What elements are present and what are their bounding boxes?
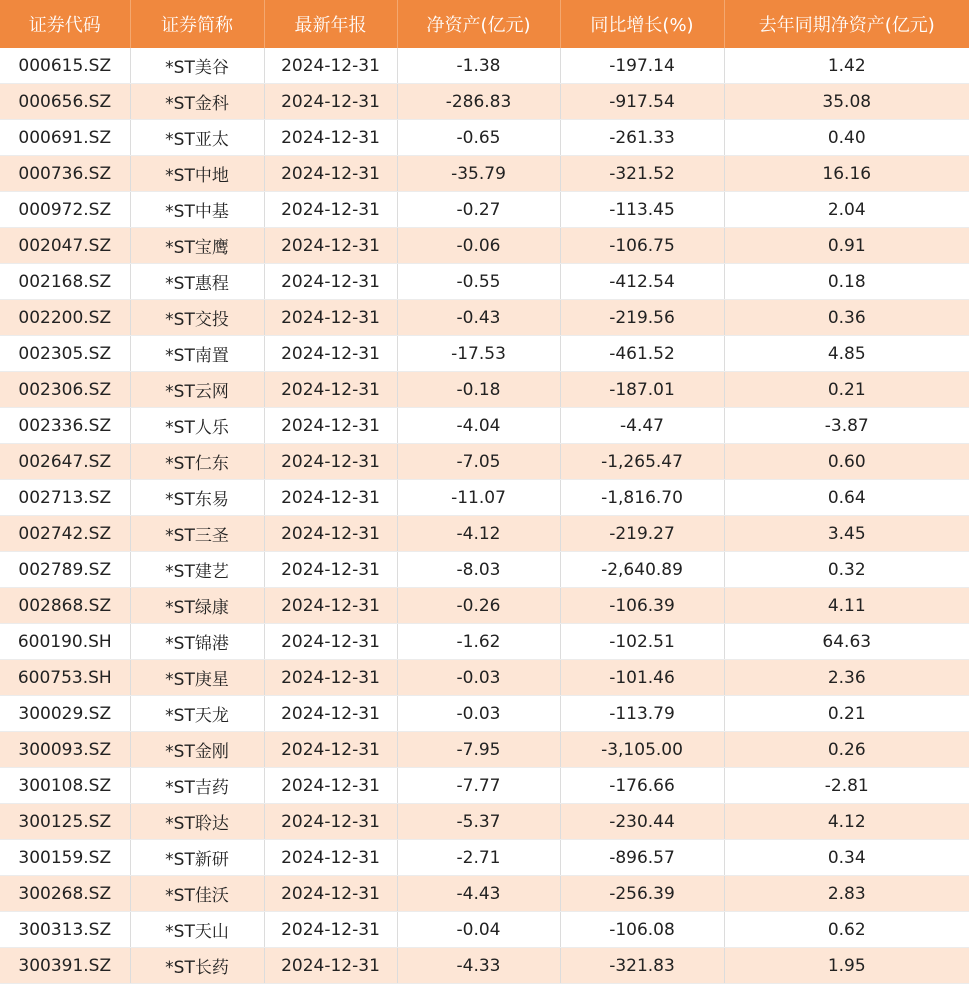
- cell-prev-net-assets: 1.95: [724, 948, 969, 984]
- cell-stock-name: *ST三圣: [130, 516, 264, 552]
- cell-net-assets: -5.37: [397, 804, 560, 840]
- cell-net-assets: -7.95: [397, 732, 560, 768]
- cell-report-date: 2024-12-31: [264, 660, 397, 696]
- cell-yoy-growth: -187.01: [560, 372, 724, 408]
- cell-prev-net-assets: 2.83: [724, 876, 969, 912]
- cell-report-date: 2024-12-31: [264, 768, 397, 804]
- cell-stock-code: 000656.SZ: [0, 84, 130, 120]
- cell-report-date: 2024-12-31: [264, 264, 397, 300]
- table-row: [0, 876, 969, 912]
- cell-prev-net-assets: 0.18: [724, 264, 969, 300]
- cell-yoy-growth: -4.47: [560, 408, 724, 444]
- cell-stock-name: *ST绿康: [130, 588, 264, 624]
- cell-stock-code: 300125.SZ: [0, 804, 130, 840]
- cell-net-assets: -4.33: [397, 948, 560, 984]
- cell-yoy-growth: -106.08: [560, 912, 724, 948]
- table-row: [0, 588, 969, 624]
- cell-net-assets: -0.06: [397, 228, 560, 264]
- cell-stock-name: *ST佳沃: [130, 876, 264, 912]
- cell-stock-name: *ST新研: [130, 840, 264, 876]
- cell-report-date: 2024-12-31: [264, 840, 397, 876]
- table-row: [0, 48, 969, 84]
- cell-stock-name: *ST宝鹰: [130, 228, 264, 264]
- cell-stock-name: *ST吉药: [130, 768, 264, 804]
- cell-net-assets: -8.03: [397, 552, 560, 588]
- cell-stock-code: 002168.SZ: [0, 264, 130, 300]
- cell-prev-net-assets: -2.81: [724, 768, 969, 804]
- cell-prev-net-assets: 1.42: [724, 48, 969, 84]
- cell-yoy-growth: -197.14: [560, 48, 724, 84]
- table-header: [0, 0, 969, 48]
- header-stock-code: 证券代码: [0, 0, 130, 48]
- cell-yoy-growth: -106.39: [560, 588, 724, 624]
- cell-net-assets: -4.12: [397, 516, 560, 552]
- cell-yoy-growth: -321.83: [560, 948, 724, 984]
- cell-report-date: 2024-12-31: [264, 732, 397, 768]
- cell-stock-name: *ST长药: [130, 948, 264, 984]
- cell-report-date: 2024-12-31: [264, 912, 397, 948]
- cell-stock-name: *ST庚星: [130, 660, 264, 696]
- cell-prev-net-assets: 0.64: [724, 480, 969, 516]
- cell-prev-net-assets: 4.85: [724, 336, 969, 372]
- cell-net-assets: -0.27: [397, 192, 560, 228]
- cell-report-date: 2024-12-31: [264, 516, 397, 552]
- cell-report-date: 2024-12-31: [264, 588, 397, 624]
- cell-yoy-growth: -102.51: [560, 624, 724, 660]
- cell-stock-name: *ST美谷: [130, 48, 264, 84]
- cell-report-date: 2024-12-31: [264, 480, 397, 516]
- table-row: [0, 444, 969, 480]
- table-row: [0, 84, 969, 120]
- table-row: [0, 768, 969, 804]
- cell-report-date: 2024-12-31: [264, 84, 397, 120]
- cell-net-assets: -0.55: [397, 264, 560, 300]
- cell-yoy-growth: -3,105.00: [560, 732, 724, 768]
- cell-yoy-growth: -219.56: [560, 300, 724, 336]
- cell-yoy-growth: -101.46: [560, 660, 724, 696]
- cell-net-assets: -35.79: [397, 156, 560, 192]
- cell-stock-code: 002647.SZ: [0, 444, 130, 480]
- cell-report-date: 2024-12-31: [264, 948, 397, 984]
- cell-yoy-growth: -113.79: [560, 696, 724, 732]
- cell-report-date: 2024-12-31: [264, 156, 397, 192]
- cell-prev-net-assets: 2.36: [724, 660, 969, 696]
- cell-prev-net-assets: 64.63: [724, 624, 969, 660]
- header-net-assets: 净资产(亿元): [397, 0, 560, 48]
- table-row: [0, 120, 969, 156]
- cell-stock-name: *ST中基: [130, 192, 264, 228]
- cell-prev-net-assets: -3.87: [724, 408, 969, 444]
- cell-net-assets: -0.04: [397, 912, 560, 948]
- cell-stock-code: 300093.SZ: [0, 732, 130, 768]
- cell-net-assets: -7.77: [397, 768, 560, 804]
- cell-stock-name: *ST亚太: [130, 120, 264, 156]
- cell-stock-name: *ST云网: [130, 372, 264, 408]
- table-row: [0, 948, 969, 984]
- cell-report-date: 2024-12-31: [264, 876, 397, 912]
- table-row: [0, 300, 969, 336]
- cell-prev-net-assets: 0.91: [724, 228, 969, 264]
- cell-stock-name: *ST东易: [130, 480, 264, 516]
- cell-stock-name: *ST天龙: [130, 696, 264, 732]
- cell-yoy-growth: -412.54: [560, 264, 724, 300]
- header-yoy-growth: 同比增长(%): [560, 0, 724, 48]
- table-row: [0, 336, 969, 372]
- table-row: [0, 516, 969, 552]
- table-row: [0, 552, 969, 588]
- cell-stock-code: 002742.SZ: [0, 516, 130, 552]
- cell-yoy-growth: -230.44: [560, 804, 724, 840]
- cell-net-assets: -1.62: [397, 624, 560, 660]
- cell-net-assets: -0.03: [397, 660, 560, 696]
- table-row: [0, 408, 969, 444]
- table-row: [0, 156, 969, 192]
- cell-yoy-growth: -176.66: [560, 768, 724, 804]
- cell-stock-code: 300029.SZ: [0, 696, 130, 732]
- cell-stock-code: 002336.SZ: [0, 408, 130, 444]
- cell-net-assets: -0.03: [397, 696, 560, 732]
- cell-yoy-growth: -321.52: [560, 156, 724, 192]
- cell-report-date: 2024-12-31: [264, 228, 397, 264]
- cell-net-assets: -4.43: [397, 876, 560, 912]
- cell-report-date: 2024-12-31: [264, 624, 397, 660]
- cell-stock-code: 300108.SZ: [0, 768, 130, 804]
- table-row: [0, 624, 969, 660]
- cell-stock-name: *ST人乐: [130, 408, 264, 444]
- cell-stock-name: *ST惠程: [130, 264, 264, 300]
- cell-stock-code: 300391.SZ: [0, 948, 130, 984]
- cell-stock-code: 002047.SZ: [0, 228, 130, 264]
- table-row: [0, 372, 969, 408]
- cell-report-date: 2024-12-31: [264, 804, 397, 840]
- header-row: [0, 0, 969, 48]
- cell-stock-name: *ST仁东: [130, 444, 264, 480]
- table-row: [0, 228, 969, 264]
- cell-net-assets: -4.04: [397, 408, 560, 444]
- header-prev-net-assets: 去年同期净资产(亿元): [724, 0, 969, 48]
- cell-stock-name: *ST建艺: [130, 552, 264, 588]
- cell-report-date: 2024-12-31: [264, 408, 397, 444]
- cell-stock-code: 002789.SZ: [0, 552, 130, 588]
- cell-yoy-growth: -219.27: [560, 516, 724, 552]
- cell-stock-code: 002200.SZ: [0, 300, 130, 336]
- cell-stock-code: 300268.SZ: [0, 876, 130, 912]
- cell-stock-code: 000736.SZ: [0, 156, 130, 192]
- cell-report-date: 2024-12-31: [264, 372, 397, 408]
- cell-prev-net-assets: 0.62: [724, 912, 969, 948]
- cell-net-assets: -17.53: [397, 336, 560, 372]
- cell-yoy-growth: -256.39: [560, 876, 724, 912]
- cell-stock-code: 600753.SH: [0, 660, 130, 696]
- cell-prev-net-assets: 35.08: [724, 84, 969, 120]
- cell-prev-net-assets: 0.34: [724, 840, 969, 876]
- cell-stock-name: *ST天山: [130, 912, 264, 948]
- cell-yoy-growth: -1,816.70: [560, 480, 724, 516]
- cell-stock-code: 300159.SZ: [0, 840, 130, 876]
- cell-stock-name: *ST金科: [130, 84, 264, 120]
- cell-yoy-growth: -106.75: [560, 228, 724, 264]
- table-row: [0, 264, 969, 300]
- table-row: [0, 660, 969, 696]
- cell-stock-code: 002305.SZ: [0, 336, 130, 372]
- header-stock-name: 证券简称: [130, 0, 264, 48]
- table-row: [0, 480, 969, 516]
- cell-net-assets: -11.07: [397, 480, 560, 516]
- cell-prev-net-assets: 0.26: [724, 732, 969, 768]
- cell-prev-net-assets: 0.36: [724, 300, 969, 336]
- cell-report-date: 2024-12-31: [264, 696, 397, 732]
- table-row: [0, 732, 969, 768]
- cell-stock-code: 002713.SZ: [0, 480, 130, 516]
- cell-stock-name: *ST南置: [130, 336, 264, 372]
- cell-net-assets: -2.71: [397, 840, 560, 876]
- cell-net-assets: -1.38: [397, 48, 560, 84]
- cell-stock-name: *ST中地: [130, 156, 264, 192]
- cell-net-assets: -0.26: [397, 588, 560, 624]
- table-row: [0, 192, 969, 228]
- table-row: [0, 912, 969, 948]
- cell-prev-net-assets: 16.16: [724, 156, 969, 192]
- cell-stock-code: 000615.SZ: [0, 48, 130, 84]
- cell-yoy-growth: -261.33: [560, 120, 724, 156]
- cell-prev-net-assets: 0.32: [724, 552, 969, 588]
- cell-net-assets: -0.18: [397, 372, 560, 408]
- cell-yoy-growth: -917.54: [560, 84, 724, 120]
- table-body: [0, 48, 969, 984]
- cell-prev-net-assets: 3.45: [724, 516, 969, 552]
- cell-yoy-growth: -2,640.89: [560, 552, 724, 588]
- cell-prev-net-assets: 4.11: [724, 588, 969, 624]
- cell-net-assets: -0.43: [397, 300, 560, 336]
- cell-report-date: 2024-12-31: [264, 192, 397, 228]
- cell-stock-code: 002868.SZ: [0, 588, 130, 624]
- cell-yoy-growth: -1,265.47: [560, 444, 724, 480]
- cell-prev-net-assets: 4.12: [724, 804, 969, 840]
- cell-report-date: 2024-12-31: [264, 48, 397, 84]
- cell-prev-net-assets: 0.21: [724, 372, 969, 408]
- cell-stock-code: 000691.SZ: [0, 120, 130, 156]
- cell-report-date: 2024-12-31: [264, 336, 397, 372]
- cell-report-date: 2024-12-31: [264, 552, 397, 588]
- cell-yoy-growth: -113.45: [560, 192, 724, 228]
- cell-stock-name: *ST锦港: [130, 624, 264, 660]
- cell-stock-name: *ST聆达: [130, 804, 264, 840]
- cell-report-date: 2024-12-31: [264, 300, 397, 336]
- cell-stock-name: *ST金刚: [130, 732, 264, 768]
- cell-stock-code: 300313.SZ: [0, 912, 130, 948]
- cell-net-assets: -0.65: [397, 120, 560, 156]
- cell-report-date: 2024-12-31: [264, 444, 397, 480]
- table-row: [0, 804, 969, 840]
- cell-prev-net-assets: 0.21: [724, 696, 969, 732]
- table-row: [0, 696, 969, 732]
- cell-stock-code: 600190.SH: [0, 624, 130, 660]
- cell-prev-net-assets: 2.04: [724, 192, 969, 228]
- cell-prev-net-assets: 0.60: [724, 444, 969, 480]
- cell-net-assets: -286.83: [397, 84, 560, 120]
- cell-net-assets: -7.05: [397, 444, 560, 480]
- header-report-date: 最新年报: [264, 0, 397, 48]
- cell-stock-code: 000972.SZ: [0, 192, 130, 228]
- cell-yoy-growth: -461.52: [560, 336, 724, 372]
- cell-stock-code: 002306.SZ: [0, 372, 130, 408]
- cell-prev-net-assets: 0.40: [724, 120, 969, 156]
- cell-report-date: 2024-12-31: [264, 120, 397, 156]
- cell-stock-name: *ST交投: [130, 300, 264, 336]
- cell-yoy-growth: -896.57: [560, 840, 724, 876]
- table-row: [0, 840, 969, 876]
